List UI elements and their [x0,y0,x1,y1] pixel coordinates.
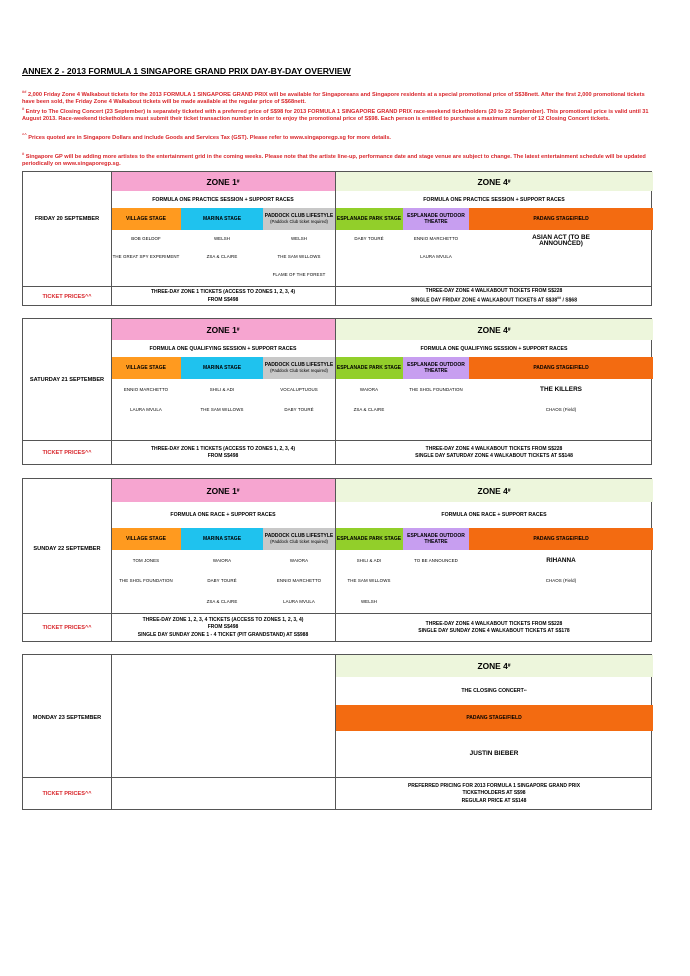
zone4-prices [335,441,653,465]
zone1-header [111,172,335,191]
note-1: ## 2,000 Friday Zone 4 Walkabout tickets for the 2013 FORMULA 1 SINGAPORE GRAND PRIX will be available for Singaporeans and Singapore residents at a special promotional price of S$38nett. After the first 2,000 promotional tickets have been sold, the Friday Zone 4 Walkabout tickets will be made available at the regular price of S$68nett. [22,89,645,106]
stage-paddock-label: PADDOCK CLUB LIFESTYLE [264,213,334,219]
day-label: SUNDAY 22 SEPTEMBER [33,546,101,552]
note-3-text: Prices quoted are in Singapore Dollars and include Goods and Services Tax (GST). Please refer to www.singaporegp.sg for more details. [28,134,391,141]
stage-paddock-note: (Paddock Club ticket required) [270,539,328,544]
act: WELSH [360,599,378,604]
headline-act: JUSTIN BIEBER [469,750,519,757]
act: WELSH [290,236,308,241]
price-line: FROM S$498 [207,453,239,459]
stage-padang: PADANG STAGE/FIELD [469,357,653,379]
divider [111,319,112,464]
price-line: TICKETHOLDERS AT S$98 [462,790,526,797]
ticket-prices-label: TICKET PRICES^^ [42,791,92,797]
note-3: ^^ Prices quoted are in Singapore Dollars and include Goods and Services Tax (GST). Please refer to www.singaporegp.sg for more details. [22,132,391,141]
closing-concert [335,678,653,704]
zone4-race: FORMULA ONE PRACTICE SESSION + SUPPORT RACES [423,196,565,203]
headline-act: ASIAN ACT (TO BE ANNOUNCED) [532,234,590,247]
price-line: SINGLE DAY SUNDAY ZONE 1 - 4 TICKET (PIT GRANDSTAND) AT S$988 [137,631,309,638]
stage-padang: PADANG STAGE/FIELD [335,705,653,731]
stage-esplanade-theatre: ESPLANADE OUTDOOR THEATRE [403,528,469,550]
price-line: THREE-DAY ZONE 1, 2, 3, 4 TICKETS (ACCESS TO ZONES 1, 2, 3, 4) [142,616,304,623]
stage-paddock-note: (Paddock Club ticket required) [270,368,328,373]
note-4: # Singapore GP will be adding more artistes to the entertainment grid in the coming weeks. Please note that the artiste line-up, performance date and stage venue are subject to change. The latest entertainment schedule will be updated periodically on www.singaporegp.sg. [22,151,646,168]
zone1-label: ZONE 1 [206,176,237,187]
zone1-prices [111,287,335,306]
price-line: THREE-DAY ZONE 1 TICKETS (ACCESS TO ZONES 1, 2, 3, 4) [150,289,296,295]
act: CHAOS (Field) [545,407,577,412]
price-line: SINGLE DAY SUNDAY ZONE 4 WALKABOUT TICKETS AT S$178 [418,628,570,634]
zone4-label: ZONE 4 [477,661,508,671]
stage-marina: MARINA STAGE [181,208,263,230]
act: ENNIO MARCHETTO [123,387,169,392]
ticket-prices-label: TICKET PRICES^^ [42,625,92,631]
price-line: REGULAR PRICE AT S$148 [461,797,527,804]
act: ZSA & CLAIRE [353,407,385,412]
concert-sup: ** [523,689,527,693]
ticket-prices-label: TICKET PRICES^^ [42,293,92,300]
zone4-label: ZONE 4 [477,324,508,335]
stage-paddock [263,528,335,550]
zone4-hash: # [507,487,511,494]
act: ENNIO MARCHETTO [413,236,459,241]
zone4-hash: # [507,178,511,185]
zone1-label: ZONE 1 [206,324,237,335]
act: THE SAM WILLOWS [347,578,391,583]
zone1-hash: # [236,326,240,333]
divider [335,655,336,809]
zone4-race: FORMULA ONE RACE + SUPPORT RACES [441,512,547,518]
saturday-block [22,318,652,465]
zone1-race: FORMULA ONE QUALIFYING SESSION + SUPPORT RACES [149,345,297,352]
stage-paddock-label: PADDOCK CLUB LIFESTYLE [264,362,334,368]
price-text: / S$68 [561,297,577,304]
note-1-text: 2,000 Friday Zone 4 Walkabout tickets for the 2013 FORMULA 1 SINGAPORE GRAND PRIX will be available for Singaporeans and Singapore residents at a special promotional price of S$38nett. After the first 2,000 promotional tickets have been sold, the Friday Zone 4 Walkabout tickets will be made available at the regular price of S$68nett. [22,91,645,106]
zone1-race: FORMULA ONE RACE + SUPPORT RACES [170,512,276,518]
act: WAIORA [289,558,309,563]
zone4-hash: # [507,326,511,333]
stage-marina: MARINA STAGE [181,528,263,550]
divider [111,655,112,809]
zone1-race: FORMULA ONE PRACTICE SESSION + SUPPORT RACES [152,196,294,203]
act: LAURA MVULA [420,254,452,259]
zone4-hash: # [507,663,511,669]
zone1-prices [111,614,335,642]
zone4-label: ZONE 4 [477,176,508,187]
act: DABY TOURÉ [284,407,314,412]
price-sup: ## [557,296,562,301]
act: SHILI & ADI [209,387,235,392]
act: FLAME OF THE FOREST [272,272,326,277]
note-4-text: Singapore GP will be adding more artistes to the entertainment grid in the coming weeks. Please note that the artiste line-up, performance date and stage venue are subject to change. The latest entertainment schedule will be updated periodically on www.singaporegp.sg. [22,153,646,168]
divider [335,319,336,464]
act: TOM JONES [132,558,160,563]
act: DABY TOURÉ [207,578,237,583]
price-line: FROM S$498 [207,296,239,303]
act: VOCALUPTUOUS [280,387,318,392]
price-line: PREFERRED PRICING FOR 2013 FORMULA 1 SINGAPORE GRAND PRIX [407,782,581,789]
stage-village: VILLAGE STAGE [111,528,181,550]
act: CHAOS (Field) [545,578,577,583]
stage-paddock [263,357,335,379]
price-line [411,295,577,305]
stage-esplanade-theatre: ESPLANADE OUTDOOR THEATRE [403,357,469,379]
divider [335,479,336,641]
divider [111,479,112,641]
zone4-prices [335,614,653,642]
act: LAURA MVULA [283,599,315,604]
price-line: THREE-DAY ZONE 4 WALKABOUT TICKETS FROM S$228 [425,620,563,627]
zone1-hash: # [236,487,240,494]
day-label: MONDAY 23 SEPTEMBER [32,715,102,721]
act: SHILI & ADI [356,558,382,563]
concert-prices [335,778,653,810]
stage-esplanade-theatre: ESPLANADE OUTDOOR THEATRE [403,208,469,230]
stage-padang: PADANG STAGE/FIELD [469,528,653,550]
stage-esplanade-park: ESPLANADE PARK STAGE [335,528,403,550]
act: ZSA & CLAIRE [206,254,238,259]
stage-village: VILLAGE STAGE [111,357,181,379]
stage-village: VILLAGE STAGE [111,208,181,230]
act: THE SHOL FOUNDATION [119,578,173,583]
stage-esplanade-park: ESPLANADE PARK STAGE [335,357,403,379]
note-2: # Entry to The Closing Concert (23 September) is separately ticketed with a preferred price of S$98 for 2013 FORMULA 1 SINGAPORE GRAND PRIX race-weekend ticketholders (20 to 22 September). This promotional price is valid until 31 August 2013. Race-weekend ticketholders must submit their ticket transaction number in order to enjoy the promotional price of S$98. Each person is entitled to purchase a maximum number of 12 Closing Concert tickets. [22,106,649,123]
act: THE GREAT SPY EXPERIMENT [112,254,180,259]
friday-block [22,171,652,306]
zone4-header [335,655,653,677]
stage-paddock-note: (Paddock Club ticket required) [270,219,328,224]
price-line: THREE-DAY ZONE 4 WALKABOUT TICKETS FROM S$228 [425,287,563,294]
stage-esplanade-park: ESPLANADE PARK STAGE [335,208,403,230]
sunday-block [22,478,652,642]
zone1-header [111,479,335,502]
zone1-label: ZONE 1 [206,485,237,496]
stage-marina: MARINA STAGE [181,357,263,379]
zone4-header [335,172,653,191]
act: WELSH [213,236,231,241]
act: BOB GELDOF [131,236,161,241]
zone4-prices [335,287,653,306]
stage-padang: PADANG STAGE/FIELD [469,208,653,230]
zone4-label: ZONE 4 [477,485,508,496]
ticket-prices-label: TICKET PRICES^^ [42,450,92,456]
act: THE SAM WILLOWS [277,254,321,259]
headline-act: RIHANNA [546,557,576,564]
price-text: SINGLE DAY FRIDAY ZONE 4 WALKABOUT TICKETS AT S$38 [411,297,558,304]
act: DABY TOURÉ [354,236,384,241]
divider [335,172,336,305]
stage-paddock-label: PADDOCK CLUB LIFESTYLE [264,533,334,539]
day-label: SATURDAY 21 SEPTEMBER [29,377,105,383]
concert-label: THE CLOSING CONCERT [461,688,524,694]
act: ENNIO MARCHETTO [276,578,322,583]
zone4-header [335,479,653,502]
act: TO BE ANNOUNCED [414,558,458,563]
act: ZSA & CLAIRE [206,599,238,604]
act: THE SHOL FOUNDATION [409,387,463,392]
price-line: THREE-DAY ZONE 4 WALKABOUT TICKETS FROM S$228 [425,445,563,452]
stage-paddock [263,208,335,230]
price-line: FROM S$498 [207,624,239,631]
zone4-race: FORMULA ONE QUALIFYING SESSION + SUPPORT RACES [420,345,568,352]
price-line: SINGLE DAY SATURDAY ZONE 4 WALKABOUT TICKETS AT S$148 [415,453,573,459]
headline-act: THE KILLERS [540,386,582,393]
divider [111,172,112,305]
act: WAIORA [359,387,379,392]
zone1-prices [111,441,335,465]
price-line: THREE-DAY ZONE 1 TICKETS (ACCESS TO ZONES 1, 2, 3, 4) [150,445,296,452]
zone1-hash: # [236,178,240,185]
act: THE SAM WILLOWS [200,407,244,412]
monday-block [22,654,652,810]
day-label: FRIDAY 20 SEPTEMBER [34,216,100,222]
act: WAIORA [212,558,232,563]
note-2-text: Entry to The Closing Concert (23 September) is separately ticketed with a preferred price of S$98 for 2013 FORMULA 1 SINGAPORE GRAND PRIX race-weekend ticketholders (20 to 22 September). This promotional price is valid until 31 August 2013. Race-weekend ticketholders must submit their ticket transaction number in order to enjoy the promotional price of S$98. Each person is entitled to purchase a maximum number of 12 Closing Concert tickets. [22,108,649,123]
page-title: ANNEX 2 - 2013 FORMULA 1 SINGAPORE GRAND PRIX DAY-BY-DAY OVERVIEW [22,66,351,76]
zone1-header [111,319,335,340]
zone4-header [335,319,653,340]
act: LAURA MVULA [130,407,162,412]
